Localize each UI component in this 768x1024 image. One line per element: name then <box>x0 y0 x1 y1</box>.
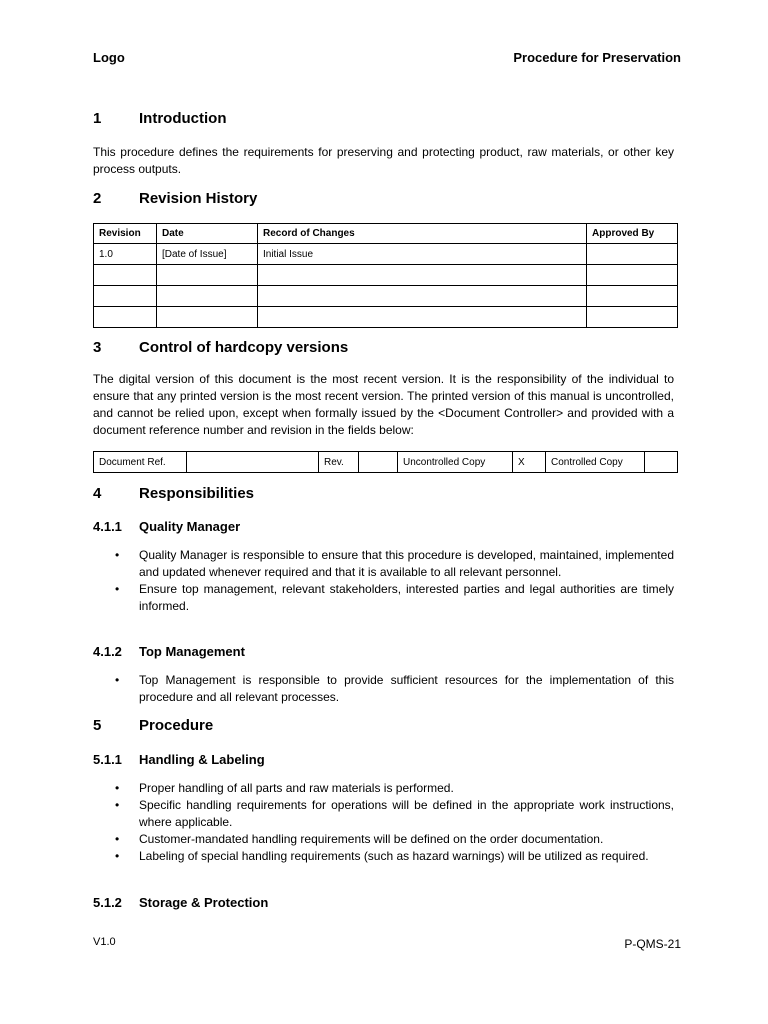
column-header: Approved By <box>587 224 678 244</box>
table-cell <box>587 244 678 265</box>
document-control-table <box>93 451 678 473</box>
section-heading-procedure <box>93 717 213 734</box>
table-cell: [Date of Issue] <box>157 244 258 265</box>
subsection-heading-top-management <box>93 644 245 659</box>
column-header: Date <box>157 224 258 244</box>
section-title: Procedure <box>139 717 214 734</box>
controlled-copy-label: Controlled Copy <box>546 452 645 473</box>
table-cell <box>258 265 587 286</box>
list-item: • Proper handling of all parts and raw materials is performed. <box>93 780 674 797</box>
column-header: Record of Changes <box>258 224 587 244</box>
uncontrolled-copy-label: Uncontrolled Copy <box>398 452 513 473</box>
controlled-copy-mark <box>645 452 678 473</box>
subsection-number: 4.1.1 <box>93 519 122 534</box>
table-cell: 1.0 <box>94 244 157 265</box>
rev-value <box>359 452 398 473</box>
handling-labeling-list <box>93 780 674 865</box>
table-cell <box>587 307 678 328</box>
table-cell <box>258 286 587 307</box>
subsection-number: 5.1.1 <box>93 752 122 767</box>
section-number: 3 <box>93 339 102 356</box>
table-cell <box>94 286 157 307</box>
section-heading-revision-history <box>93 190 257 207</box>
table-cell <box>94 307 157 328</box>
table-cell: Initial Issue <box>258 244 587 265</box>
list-item: • Top Management is responsible to provide sufficient resources for the implementation of this procedure and all relevant processes. <box>93 672 674 706</box>
section-number: 2 <box>93 190 102 207</box>
doc-ref-value <box>187 452 319 473</box>
table-cell <box>258 307 587 328</box>
subsection-title: Handling & Labeling <box>139 752 265 767</box>
revision-history-table <box>93 223 678 328</box>
section-number: 5 <box>93 717 102 734</box>
list-item: • Specific handling requirements for operations will be defined in the appropriate work instructions, where applicable. <box>93 797 674 831</box>
subsection-number: 5.1.2 <box>93 895 122 910</box>
section-title: Control of hardcopy versions <box>139 339 349 356</box>
table-cell <box>157 307 258 328</box>
table-cell <box>587 265 678 286</box>
subsection-heading-handling-labeling <box>93 752 265 767</box>
table-header-row <box>94 224 678 244</box>
header-logo: Logo <box>93 50 125 65</box>
control-paragraph: The digital version of this document is the most recent version. It is the responsibility of the individual to ensure that any printed version is the most recent version. The printed version of this manual is uncontrolled, and cannot be relied upon, except when formally issued by the <Document Controller> and provided with a document reference number and revision in the fields below: <box>93 372 674 437</box>
top-management-list <box>93 672 674 706</box>
table-cell <box>157 265 258 286</box>
uncontrolled-copy-mark: X <box>513 452 546 473</box>
subsection-title: Top Management <box>139 644 245 659</box>
list-item: • Customer-mandated handling requirements will be defined on the order documentation. <box>93 831 674 848</box>
doc-ref-label: Document Ref. <box>94 452 187 473</box>
list-item: • Quality Manager is responsible to ensure that this procedure is developed, maintained, implemented and updated whenever required and that it is available to all relevant personnel. <box>93 547 674 581</box>
footer-document-code: P-QMS-21 <box>624 937 681 951</box>
section-number: 4 <box>93 485 102 502</box>
subsection-number: 4.1.2 <box>93 644 122 659</box>
introduction-paragraph: This procedure defines the requirements for preserving and protecting product, raw materials, or other key process outputs. <box>93 145 674 176</box>
subsection-title: Storage & Protection <box>139 895 269 910</box>
table-row <box>94 244 678 265</box>
section-heading-control-hardcopy <box>93 339 348 356</box>
section-number: 1 <box>93 110 102 127</box>
header-title: Procedure for Preservation <box>513 50 681 65</box>
table-row <box>94 307 678 328</box>
section-heading-responsibilities <box>93 485 254 502</box>
list-item: • Labeling of special handling requirements (such as hazard warnings) will be utilized as required. <box>93 848 674 865</box>
quality-manager-list <box>93 547 674 615</box>
list-item: • Ensure top management, relevant stakeholders, interested parties and legal authorities are timely informed. <box>93 581 674 615</box>
column-header: Revision <box>94 224 157 244</box>
table-cell <box>94 265 157 286</box>
section-title: Responsibilities <box>139 485 255 502</box>
table-row <box>94 452 678 473</box>
table-row <box>94 265 678 286</box>
section-title: Revision History <box>139 190 258 207</box>
subsection-title: Quality Manager <box>139 519 241 534</box>
rev-label: Rev. <box>319 452 359 473</box>
footer-version: V1.0 <box>93 936 116 948</box>
table-row <box>94 286 678 307</box>
subsection-heading-quality-manager <box>93 519 240 534</box>
section-title: Introduction <box>139 110 227 127</box>
section-heading-introduction <box>93 110 226 127</box>
table-cell <box>157 286 258 307</box>
subsection-heading-storage-protection <box>93 895 268 910</box>
table-cell <box>587 286 678 307</box>
